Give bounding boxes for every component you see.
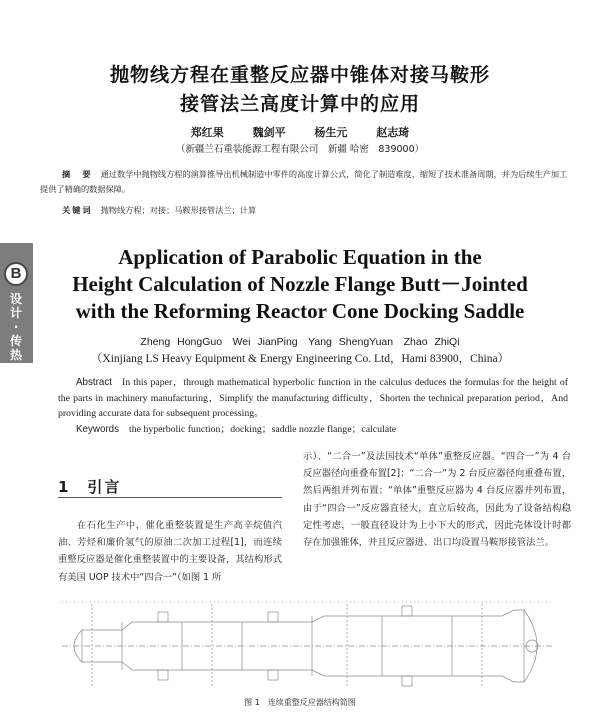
title-cn-line-2: 接管法兰高度计算中的应用 (179, 93, 420, 115)
title-cn-line-1: 抛物线方程在重整反应器中锥体对接马鞍形 (109, 64, 490, 86)
title-en-line-2: Height Calculation of Nozzle Flange Butt－Jointed (72, 272, 528, 296)
authors-en: Zheng HongGuo Wei JianPing Yang ShengYuan Zhao ZhiQi (140, 336, 460, 348)
affiliation-cn: （新疆兰石重装能源工程有限公司 新疆 哈密 839000） (175, 144, 425, 155)
title-en-line-3: with the Reforming Reactor Cone Docking Saddle (75, 299, 525, 323)
abstract-en (58, 375, 568, 422)
abstract-cn (40, 167, 568, 197)
affiliation-en: （Xinjiang LS Heavy Equipment & Energy Engineering Co. Ltd，Hami 83900，China） (90, 353, 510, 365)
keywords-en-label: Keywords (76, 424, 120, 435)
keywords-cn-label: 关键词 (62, 205, 93, 215)
body-text-right: 示）、“二合一”及法国技术“单体”重整反应器。“四合一”为 4 台反应器径向重叠布置[2]；“二合一”为 2 台反应器径向重叠布置，然后两组并列布置；“单体”重整反应器为 4 台反应器并列布置，由于“四合一”反应器直径大，直立后较高，因此为了设备结构稳定性考虑，一般直径设计为上小下大的形式，因此壳体设计时都存在加强锥体，并且反应器进、出口均设置马鞍形接管法兰。 (303, 451, 571, 549)
reactor-structure-drawing (62, 600, 552, 692)
keywords-en-text: the hyperbolic function；docking；saddle nozzle flange；calculate (129, 424, 397, 435)
section-rule (58, 497, 282, 498)
body-text-left (58, 517, 282, 586)
keywords-cn-text: 抛物线方程；对接；马鞍形接管法兰；计算 (100, 205, 257, 215)
figure-caption: 图 1 连续重整反应器结构简图 (244, 698, 356, 707)
section-heading: 1 引言 (58, 478, 122, 496)
abstract-cn-text: 通过数学中抛物线方程的演算推导出机械制造中零件的高度计算公式，简化了制造难度，缩短了技术准备周期，并为后续生产加工提供了精确的数据保障。 (40, 169, 568, 194)
abstract-cn-label: 摘 要 (62, 169, 93, 179)
keywords-en (58, 422, 568, 438)
keywords-cn (40, 203, 568, 218)
abstract-en-text: In this paper，through mathematical hyperbolic function in the calculus deduces the formulas for the height of the parts in machinery manufacturing，Simplify the manufacturing difficulty，Shorten the technical preparation period，And providing accurate data for subsequent processing。 (58, 377, 568, 419)
abstract-en-label: Abstract (76, 377, 112, 388)
section-letter-badge: B (4, 262, 28, 286)
title-en-line-1: Application of Parabolic Equation in the (118, 245, 482, 269)
body-text-left-content: 在石化生产中，催化重整装置是生产高辛烷值汽油、芳烃和廉价氢气的原油二次加工过程[1]，而连续重整反应器是催化重整装置中的主要设备，其结构形式有美国 UOP 技术中“四合一”（如图 1 所 (58, 520, 282, 583)
section-side-label: 设计·传热 (9, 292, 22, 362)
authors-cn: 郑红果 魏剑平 杨生元 赵志琦 (190, 126, 410, 139)
